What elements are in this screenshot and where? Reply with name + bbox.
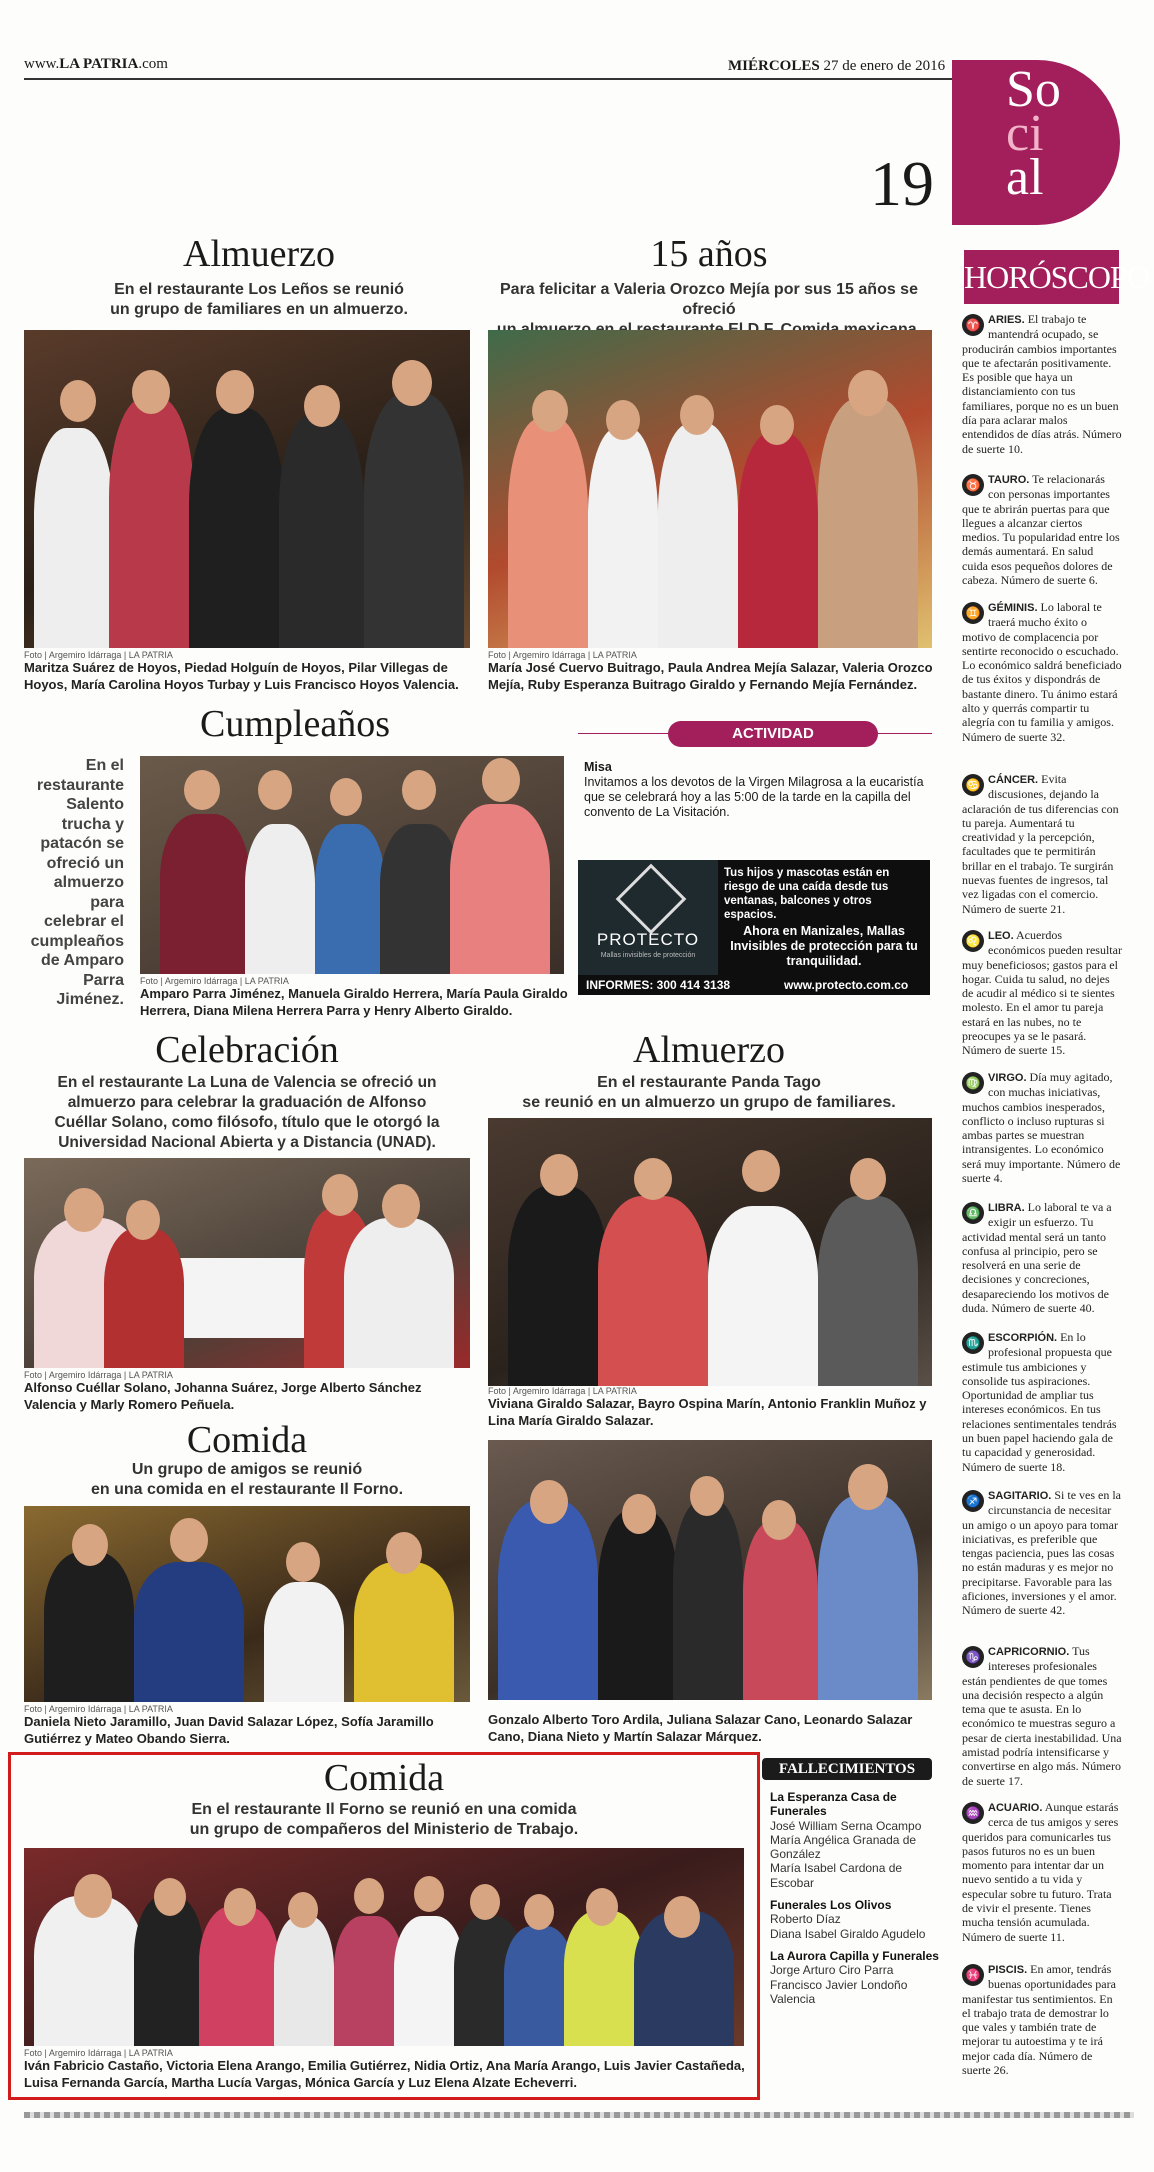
photo-comida-amigos (24, 1506, 470, 1702)
photo-celebracion (24, 1158, 470, 1368)
capricorn-icon: ♑ (962, 1646, 984, 1668)
edition-date: MIÉRCOLES 27 de enero de 2016 (728, 58, 946, 74)
article-title: Cumpleaños (200, 703, 390, 745)
horoscope-libra: ♎ LIBRA. Lo laboral te va a exigir un esfuerzo. Tu actividad mental será un tanto confusa al principio, pero se resolverá en una serie de decisiones y concreciones, desapareciendo los motivos de duda. Número de suerte 40. (962, 1200, 1112, 1316)
actividad-body: Misa Invitamos a los devotos de la Virgen Milagrosa a la eucaristía que se celebrará hoy a las 5:00 de la tarde en la capilla del convento de La Visitación. (584, 760, 924, 819)
photo-caption: Daniela Nieto Jaramillo, Juan David Salazar López, Sofía Jaramillo Gutiérrez y Mateo Obando Sierra. (24, 1714, 434, 1746)
photo-grupo-salazar (488, 1440, 932, 1700)
horoscope-sagitario: ♐ SAGITARIO. Si te ves en la circunstancia de necesitar un amigo o un apoyo para tomar iniciativas, es preferible que tengas paciencia, pues las cosas no están maduras y es mejor no precipitarse. Favorable para las aficiones, inversiones y el amor. Número de suerte 42. (962, 1488, 1122, 1618)
horoscope-geminis: ♊ GÉMINIS. Lo laboral te traerá mucho éxito o motivo de complacencia por sentirte reconocido o escuchado. Lo económico saldrá beneficiado de tus éxitos y dispondrás de bastante dinero. Tu ánimo estará alto y querrás compartir tu alegría con tu familia y amigos. Número de suerte 32. (962, 600, 1122, 744)
photo-caption: María José Cuervo Buitrago, Paula Andrea Mejía Salazar, Valeria Orozco Mejía, Ruby Esperanza Buitrago Giraldo y Fernando Mejía Fernández. (488, 660, 933, 692)
photo-credit: Foto | Argemiro Idárraga | LA PATRIA (488, 1386, 637, 1396)
site-url: www.LA PATRIA.com (24, 56, 168, 72)
article-intro: En el restaurante Salento trucha y patacón se ofreció un almuerzo para celebrar el cumpleaños de Amparo Parra Jiménez. (30, 757, 124, 1008)
photo-comida-ministerio (24, 1848, 744, 2046)
article-title: Almuerzo (183, 233, 335, 275)
horoscope-acuario: ♒ ACUARIO. Aunque estarás cerca de tus amigos y seres queridos para comunicarles tus pasos futuros no es un buen momento para intentar dar un nuevo sentido a tu vida y especular sobre tu futuro. Trata de vivir el presente. Tienes mucha tensión acumulada. Número de suerte 11. (962, 1800, 1119, 1944)
article-subtitle: En el restaurante Il Forno se reunió en una comida un grupo de compañeros del Ministerio de Trabajo. (189, 1801, 579, 1838)
fallecimientos-heading: FALLECIMIENTOS (762, 1758, 932, 1780)
photo-caption: Amparo Parra Jiménez, Manuela Giraldo Herrera, María Paula Giraldo Herrera, Diana Milena Herrera Parra y Henry Alberto Giraldo. (140, 986, 568, 1018)
photo-caption: Viviana Giraldo Salazar, Bayro Ospina Marín, Antonio Franklin Muñoz y Lina María Giraldo Salazar. (488, 1396, 927, 1428)
photo-caption: Maritza Suárez de Hoyos, Piedad Holguín de Hoyos, Pilar Villegas de Hoyos, María Carolina Hoyos Turbay y Luis Francisco Hoyos Valencia. (24, 660, 459, 692)
header-rule (24, 78, 954, 80)
article-title: 15 años (650, 233, 768, 275)
pisces-icon: ♓ (962, 1964, 984, 1986)
photo-cumpleanos (140, 756, 564, 974)
sagittarius-icon: ♐ (962, 1490, 984, 1512)
photo-credit: Foto | Argemiro Idárraga | LA PATRIA (24, 650, 173, 660)
photo-almuerzo-panda-tago (488, 1118, 932, 1386)
horoscopo-heading: HORÓSCOPO (964, 250, 1119, 304)
gemini-icon: ♊ (962, 602, 984, 624)
page-footer-rule (24, 2112, 1134, 2118)
fallecimientos-list: La Esperanza Casa de Funerales José William Serna Ocampo María Angélica Granada de González María Isabel Cardona de Escobar Funerales Los Olivos Roberto Díaz Diana Isabel Giraldo Agudelo La Aurora Capilla y Funerales Jorge Arturo Ciro Parra Francisco Javier Londoño Valencia (770, 1790, 939, 2006)
photo-credit: Foto | Argemiro Idárraga | LA PATRIA (488, 650, 637, 660)
article-title: Almuerzo (633, 1029, 785, 1071)
article-title: Comida (323, 1757, 445, 1799)
photo-credit: Foto | Argemiro Idárraga | LA PATRIA (24, 2048, 173, 2058)
photo-credit: Foto | Argemiro Idárraga | LA PATRIA (24, 1704, 173, 1714)
horoscope-cancer: ♋ CÁNCER. Evita discusiones, dejando la aclaración de tus diferencias con tu pareja. Aumentará tu creatividad y la percepción, facultades que te permitirán brillar en el trabajo. Te surgirán nuevas fuentes de ingresos, tal vez ligadas con el comercio. Número de suerte 21. (962, 772, 1119, 916)
article-subtitle: En el restaurante Los Leños se reunió un grupo de familiares en un almuerzo. (110, 281, 408, 318)
horoscope-capricornio: ♑ CAPRICORNIO. Tus intereses profesionales están pendientes de que tomes una decisión respecto a algún tema que te asusta. En lo económico te muestras seguro a pesar de cierta inestabilidad. Una amistad podría intensificarse y convertirse en algo más. Número de suerte 17. (962, 1644, 1122, 1788)
cancer-icon: ♋ (962, 774, 984, 796)
aquarius-icon: ♒ (962, 1802, 984, 1824)
photo-15-anos (488, 330, 932, 648)
scorpio-icon: ♏ (962, 1332, 984, 1354)
leo-icon: ♌ (962, 930, 984, 952)
horoscope-virgo: ♍ VIRGO. Día muy agitado, con muchas iniciativas, muchos cambios inesperados, conflicto o incluso rupturas si ambas partes se muestran intransigentes. Lo económico será muy importante. Número de suerte 4. (962, 1070, 1121, 1186)
horoscope-aries: ♈ ARIES. El trabajo te mantendrá ocupado, se producirán cambios importantes que te afectarán positivamente. Es posible que haya un distanciamiento con tus familiares, porque no es un buen día para aclarar malos entendidos de días atrás. Número de suerte 10. (962, 312, 1122, 456)
article-subtitle: Para felicitar a Valeria Orozco Mejía por sus 15 años se ofreció (500, 281, 918, 318)
photo-caption: Alfonso Cuéllar Solano, Johanna Suárez, Jorge Alberto Sánchez Valencia y Marly Romero Peñuela. (24, 1380, 422, 1412)
article-title: Comida (186, 1419, 308, 1461)
taurus-icon: ♉ (962, 474, 984, 496)
horoscope-piscis: ♓ PISCIS. En amor, tendrás buenas oportunidades para manifestar tus sentimientos. En el trabajo trata de demostrar lo que vales y también trate de mejorar tu autoestima y te irá mejor cada día. Número de suerte 26. (962, 1962, 1116, 2078)
photo-caption: Iván Fabricio Castaño, Victoria Elena Arango, Emilia Gutiérrez, Nidia Ortiz, Ana María Arango, Luis Javier Castañeda, Luisa Fernanda García, Martha Lucía Vargas, Mónica García y Luz Elena Alzate Echeverri. (24, 2058, 745, 2090)
article-subtitle: En el restaurante Panda Tago se reunió en un almuerzo un grupo de familiares. (522, 1074, 896, 1111)
libra-icon: ♎ (962, 1202, 984, 1224)
photo-almuerzo-los-lenos (24, 330, 470, 648)
photo-credit: Foto | Argemiro Idárraga | LA PATRIA (140, 976, 289, 986)
ad-protecto[interactable]: PROTECTO Mallas invisibles de protección Tus hijos y mascotas están en riesgo de una caída desde tus ventanas, balcones y otros espacios. Ahora en Manizales, Mallas Invisibles de protección para tu tranquilidad. INFORMES: 300 414 3138 www.protecto.com.co (578, 860, 930, 995)
photo-credit: Foto | Argemiro Idárraga | LA PATRIA (24, 1370, 173, 1380)
page-number: 19 (870, 148, 934, 219)
article-subtitle: En el restaurante La Luna de Valencia se ofreció un almuerzo para celebrar la graduación de Alfonso Cuéllar Solano, como filósofo, título que le otorgó la Universidad Nacional Abierta y a Distancia (UNAD). (54, 1074, 440, 1151)
photo-caption: Gonzalo Alberto Toro Ardila, Juliana Salazar Cano, Leonardo Salazar Cano, Diana Nieto y Martín Salazar Márquez. (488, 1712, 913, 1744)
horoscope-escorpion: ♏ ESCORPIÓN. En lo profesional propuesta que estimule tus ambiciones y consolide tus aspiraciones. Oportunidad de ampliar tus intereses económicos. En tus relaciones sentimentales tendrás un buen papel haciendo gala de tu capacidad y generosidad. Número de suerte 18. (962, 1330, 1117, 1474)
article-subtitle: Un grupo de amigos se reunió en una comida en el restaurante Il Forno. (90, 1461, 404, 1498)
article-title: Celebración (155, 1029, 339, 1071)
horoscope-leo: ♌ LEO. Acuerdos económicos pueden resultar muy beneficiosos; gastos para el hogar. Cuida tu salud, no dejes de acudir al médico si te sientes molesto. En el amor tu pareja estará en las nubes, no te preocupes ya se le pasará. Número de suerte 15. (962, 928, 1122, 1058)
virgo-icon: ♍ (962, 1072, 984, 1094)
section-badge-social: So ci al (952, 60, 1120, 225)
horoscope-tauro: ♉ TAURO. Te relacionarás con personas importantes que te abrirán puertas para que llegues a alcanzar ciertos medios. Tu popularidad entre los demás aumentará. En salud cuida esos pequeños dolores de cabeza. Número de suerte 6. (962, 472, 1120, 588)
actividad-heading: ACTIVIDAD (668, 721, 878, 747)
aries-icon: ♈ (962, 314, 984, 336)
